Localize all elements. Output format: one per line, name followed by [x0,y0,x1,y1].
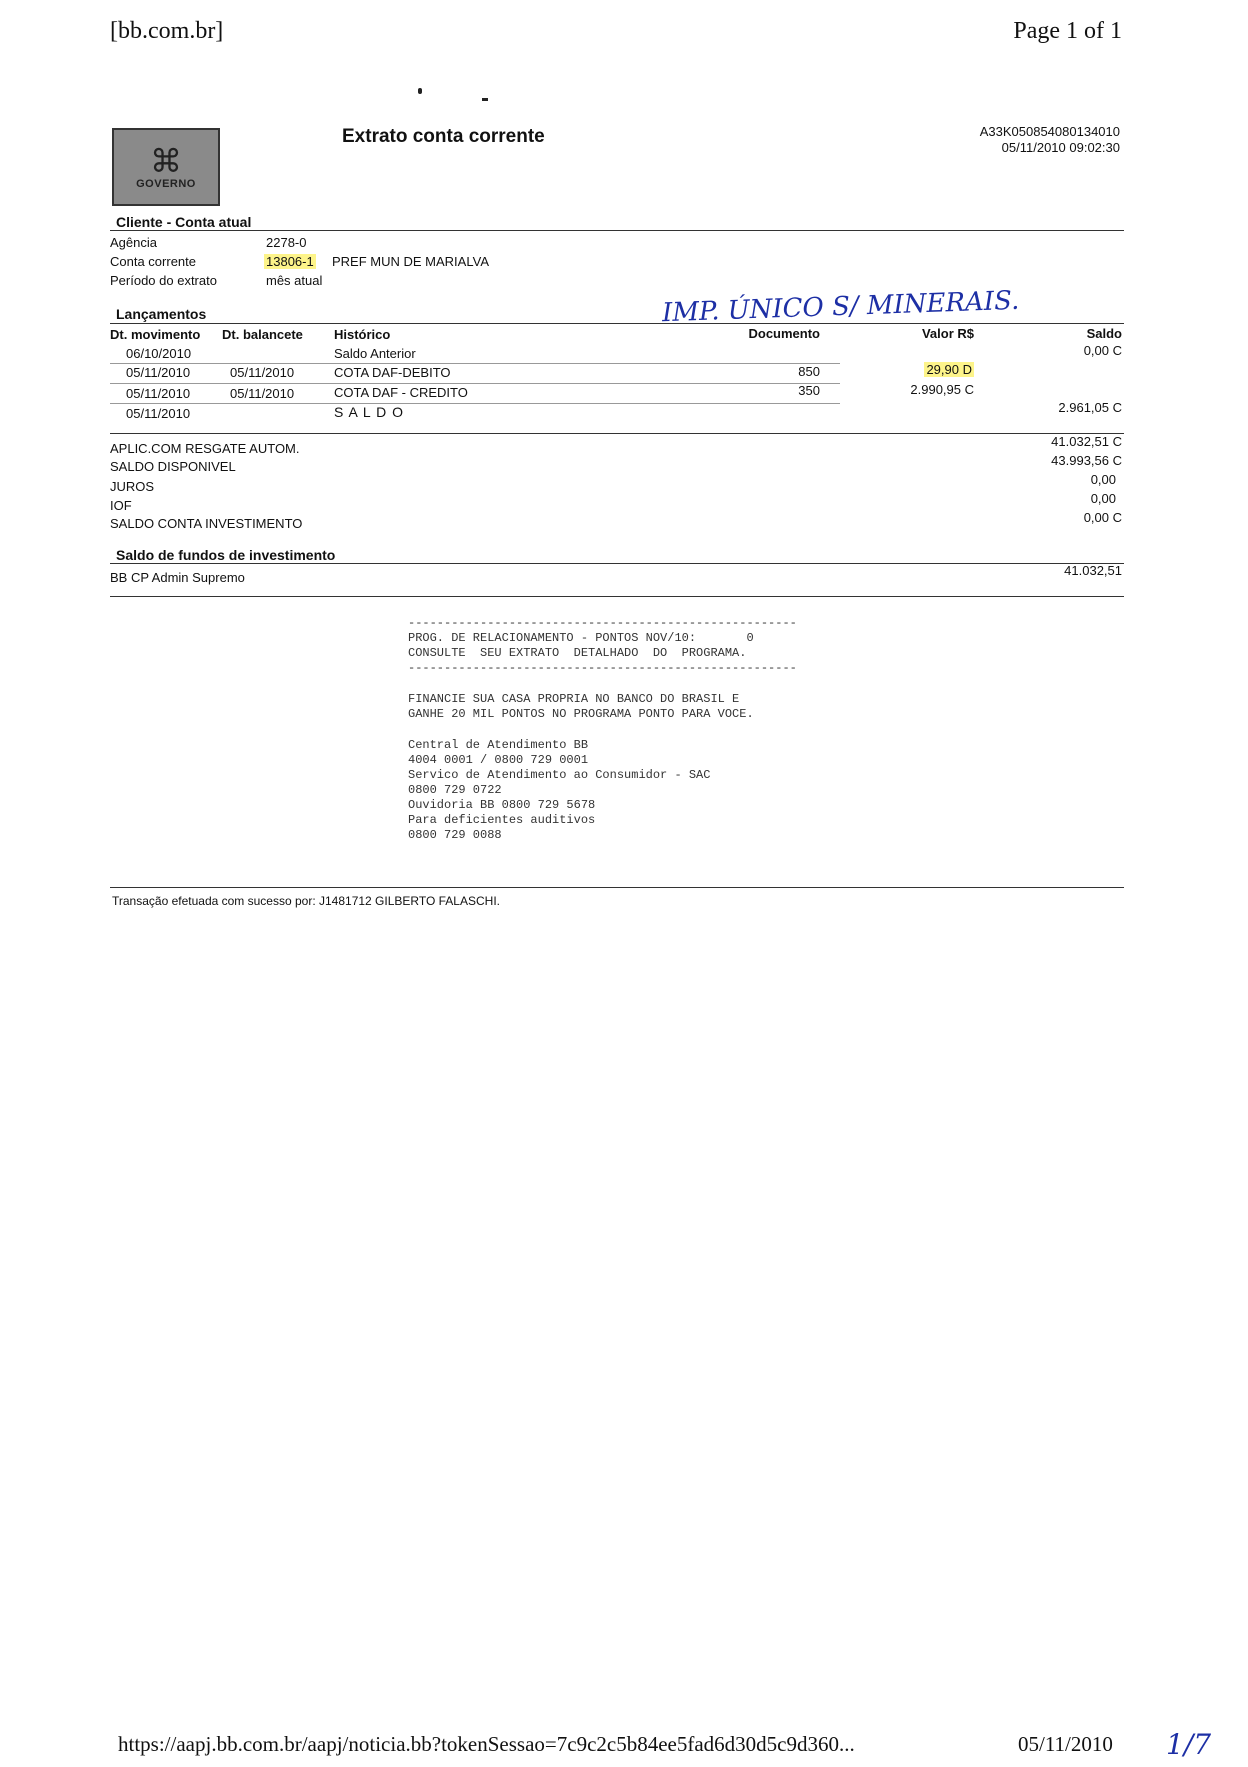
col-valor: Valor R$ [921,326,974,341]
document-code: A33K050854080134010 [979,124,1120,139]
row-2-historico: COTA DAF - CREDITO [334,385,468,400]
logo-caption: GOVERNO [136,178,196,190]
divider [110,230,1124,231]
lancamentos-section-title: Lançamentos [116,306,207,322]
handwritten-page-mark: 1/7 [1166,1728,1212,1761]
deficientes-line: Para deficientes auditivos [408,813,596,827]
agencia-label: Agência [110,235,157,250]
divider [110,596,1124,597]
bb-logo-icon: ⌘ [150,143,182,179]
site-header: [bb.com.br] [110,18,224,44]
divider [110,433,1124,434]
row-1-valor: 29,90 D [926,362,972,377]
resumo-0-label: APLIC.COM RESGATE AUTOM. [110,441,300,456]
ouvidoria-line: Ouvidoria BB 0800 729 5678 [408,798,596,812]
periodo-value: mês atual [266,273,323,288]
col-documento: Documento [748,326,820,341]
financie-line-1: FINANCIE SUA CASA PROPRIA NO BANCO DO BRASIL E [408,692,740,706]
fundo-value: 41.032,51 [1064,563,1122,578]
document-datetime: 05/11/2010 09:02:30 [1001,140,1120,155]
dash-line: ------------------------------------------------------ [408,616,797,630]
footer-date: 05/11/2010 [1018,1732,1113,1756]
col-saldo: Saldo [1086,326,1122,341]
row-3-saldo: 2.961,05 C [1058,400,1122,415]
conta-label: Conta corrente [110,254,196,269]
sac-tel: 0800 729 0722 [408,783,502,797]
row-2-documento: 350 [798,383,820,398]
col-dt-balancete: Dt. balancete [222,327,303,342]
divider [110,887,1124,888]
resumo-0-value: 41.032,51 C [1051,434,1122,449]
row-2-dt-bal: 05/11/2010 [230,386,295,401]
scan-speck [418,88,422,94]
row-0-historico: Saldo Anterior [334,346,416,361]
resumo-3-label: IOF [110,498,132,513]
consulte-line: CONSULTE SEU EXTRATO DETALHADO DO PROGRAMA. [408,646,747,660]
handwritten-note: IMP. ÚNICO S/ MINERAIS. [661,285,1020,329]
row-3-historico: S A L D O [334,404,404,420]
pontos-line: PROG. DE RELACIONAMENTO - PONTOS NOV/10: 0 [408,631,754,645]
col-dt-movimento: Dt. movimento [110,327,201,342]
resumo-4-value: 0,00 C [1083,510,1122,525]
periodo-label: Período do extrato [110,273,217,288]
document-id [980,124,1120,156]
row-3-dt-mov: 05/11/2010 [126,406,191,421]
scan-speck [482,98,488,101]
agencia-value: 2278-0 [266,235,307,250]
row-2-dt-mov: 05/11/2010 [126,386,191,401]
financie-line-2: GANHE 20 MIL PONTOS NO PROGRAMA PONTO PARA VOCE. [408,707,754,721]
resumo-2-label: JUROS [110,479,155,494]
row-1-historico: COTA DAF-DEBITO [334,365,451,380]
transaction-status: Transação efetuada com sucesso por: J1481712 GILBERTO FALASCHI. [112,894,500,908]
resumo-4-label: SALDO CONTA INVESTIMENTO [110,516,303,531]
divider [110,563,1124,564]
resumo-1-label: SALDO DISPONIVEL [110,459,236,474]
row-1-dt-mov: 05/11/2010 [126,365,191,380]
resumo-1-value: 43.993,56 C [1051,453,1122,468]
fundo-name: BB CP Admin Supremo [110,570,245,585]
row-1-documento: 850 [798,364,820,379]
central-line: Central de Atendimento BB [408,738,589,752]
row-0-dt-mov: 06/10/2010 [126,346,192,361]
row-2-valor: 2.990,95 C [910,382,974,397]
dash-line: ------------------------------------------------------ [408,661,797,675]
page-number: Page 1 of 1 [1013,18,1122,44]
document-title: Extrato conta corrente [342,126,545,147]
row-divider [110,403,840,404]
resumo-2-value: 0,00 [1090,472,1116,487]
col-historico: Histórico [334,327,391,342]
footer-url: https://aapj.bb.com.br/aapj/noticia.bb?tokenSessao=7c9c2c5b84ee5fad6d30d5c9d360... [118,1732,855,1756]
conta-value: 13806-1 [266,254,314,269]
client-section-title: Cliente - Conta atual [116,214,252,230]
row-1-dt-bal: 05/11/2010 [230,365,295,380]
resumo-3-value: 0,00 [1090,491,1116,506]
row-0-saldo: 0,00 C [1083,343,1122,358]
sac-line: Servico de Atendimento ao Consumidor - SAC [408,768,711,782]
messages-block [408,616,797,843]
deficientes-tel: 0800 729 0088 [408,828,502,842]
fundos-section-title: Saldo de fundos de investimento [116,547,336,563]
bank-logo [112,128,220,206]
titular-name: PREF MUN DE MARIALVA [332,254,489,269]
central-tel: 4004 0001 / 0800 729 0001 [408,753,589,767]
divider [110,323,1124,324]
